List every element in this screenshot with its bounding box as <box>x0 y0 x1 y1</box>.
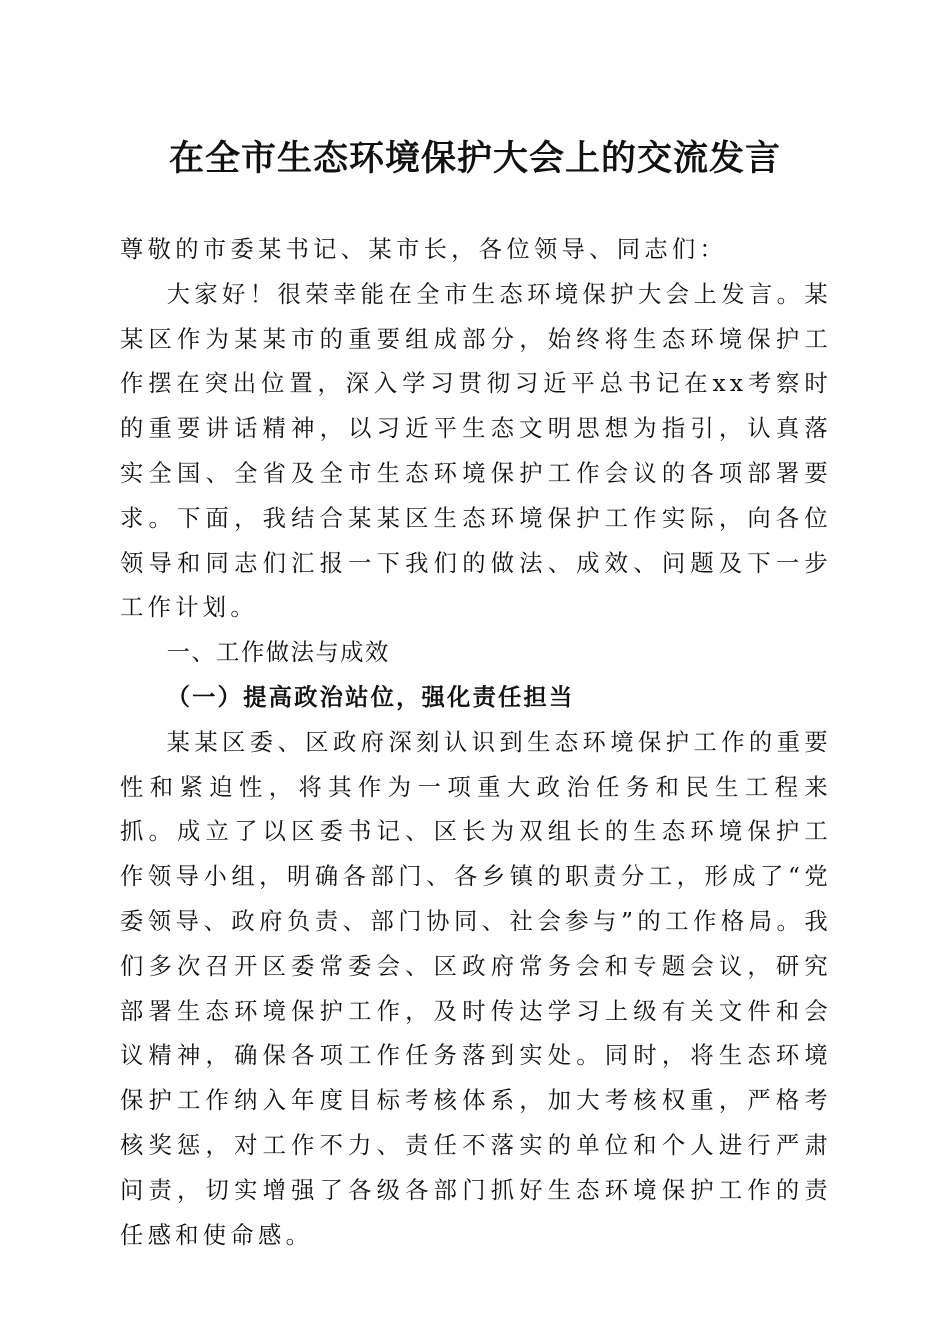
document-title: 在全市生态环境保护大会上的交流发言 <box>168 138 781 179</box>
document-body <box>120 228 832 1258</box>
salutation: 尊敬的市委某书记、某市长，各位领导、同志们： <box>120 236 728 263</box>
subsection-heading: （一）提高政治站位，强化责任担当 <box>166 683 575 711</box>
intro-paragraph: 大家好！很荣幸能在全市生态环境保护大会上发言。某某区作为某某市的重要组成部分，始终将生态环境保护工作摆在突出位置，深入学习贯彻习近平总书记在xx考察时的重要讲话精神，以习近平生态文明思想为指引，认真落实全国、全省及全市生态环境保护工作会议的各项部署要求。下面，我结合某某区生态环境保护工作实际，向各位领导和同志们汇报一下我们的做法、成效、问题及下一步工作计划。 <box>120 280 832 622</box>
section-heading: 一、工作做法与成效 <box>166 639 390 667</box>
body-paragraph: 某某区委、区政府深刻认识到生态环境保护工作的重要性和紧迫性，将其作为一项重大政治任务和民生工程来抓。成立了以区委书记、区长为双组长的生态环境保护工作领导小组，明确各部门、各乡镇的职责分工，形成了“党委领导、政府负责、部门协同、社会参与”的工作格局。我们多次召开区委常委会、区政府常务会和专题会议，研究部署生态环境保护工作，及时传达学习上级有关文件和会议精神，确保各项工作任务落到实处。同时，将生态环境保护工作纳入年度目标考核体系，加大考核权重，严格考核奖惩，对工作不力、责任不落实的单位和个人进行严肃问责，切实增强了各级各部门抓好生态环境保护工作的责任感和使命感。 <box>120 728 832 1249</box>
